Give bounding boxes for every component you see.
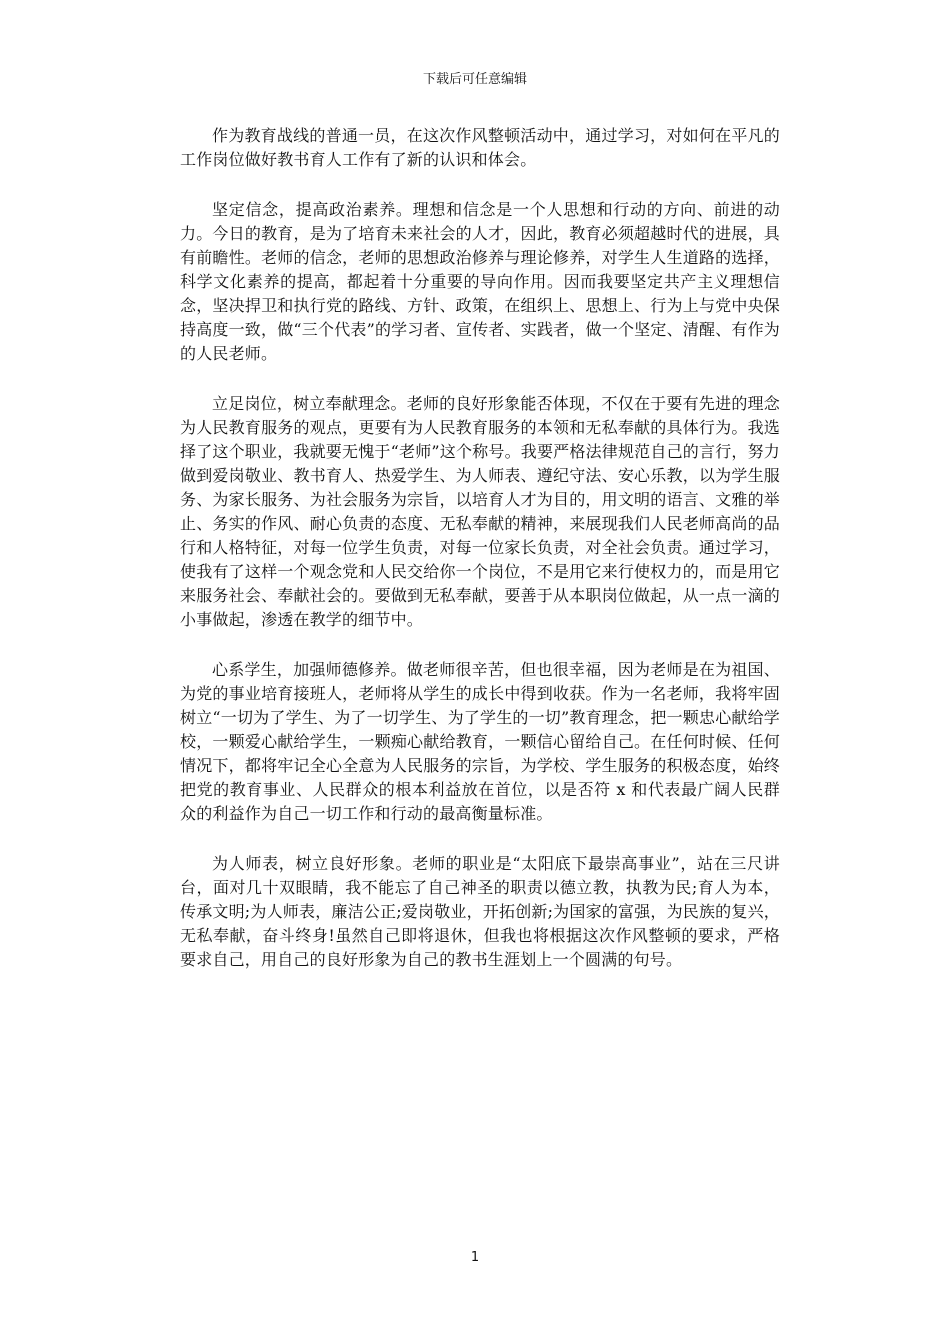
paragraph-dedication: 立足岗位，树立奉献理念。老师的良好形象能否体现，不仅在于要有先进的理念为人民教育服务的观点，更要有为人民教育服务的本领和无私奉献的具体行为。我选择了这个职业，我就要无愧于“老师”这个称号。我要严格法律规范自己的言行，努力做到爱岗敬业、教书育人、热爱学生、为人师表、遵纪守法、安心乐教，以为学生服务、为家长服务、为社会服务为宗旨，以培育人才为目的，用文明的语言、文雅的举止、务实的作风、耐心负责的态度、无私奉献的精神，来展现我们人民老师高尚的品行和人格特征，对每一位学生负责，对每一位家长负责，对全社会负责。通过学习，使我有了这样一个观念党和人民交给你一个岗位，不是用它来行使权力的，而是用它来服务社会、奉献社会的。要做到无私奉献，要善于从本职岗位做起，从一点一滴的小事做起，渗透在教学的细节中。: [180, 394, 780, 629]
paragraph-students: 心系学生，加强师德修养。做老师很辛苦，但也很幸福，因为老师是在为祖国、为党的事业培育接班人，老师将从学生的成长中得到收获。作为一名老师，我将牢固树立“一切为了学生、为了一切学生、为了学生的一切”教育理念，把一颗忠心献给学校，一颗爱心献给学生，一颗痴心献给教育，一颗信心留给自己。在任何时候、任何情况下，都将牢记全心全意为人民服务的宗旨，为学校、学生服务的积极态度，始终把党的教育事业、人民群众的根本利益放在首位，以是否符 x 和代表最广阔人民群众的利益作为自己一切工作和行动的最高衡量标准。: [180, 660, 780, 823]
paragraph-intro: 作为教育战线的普通一员，在这次作风整顿活动中，通过学习，对如何在平凡的工作岗位做好教书育人工作有了新的认识和体会。: [180, 126, 780, 169]
page-number: 1: [470, 1250, 480, 1265]
paragraph-belief: 坚定信念，提高政治素养。理想和信念是一个人思想和行动的方向、前进的动力。今日的教育，是为了培育未来社会的人才，因此，教育必须超越时代的进展，具有前瞻性。老师的信念，老师的思想政治修养与理论修养，对学生人生道路的选择，科学文化素养的提高，都起着十分重要的导向作用。因而我要坚定共产主义理想信念，坚决捍卫和执行党的路线、方针、政策，在组织上、思想上、行为上与党中央保持高度一致，做“三个代表”的学习者、宣传者、实践者，做一个坚定、清醒、有作为的人民老师。: [180, 200, 780, 363]
page-header: 下载后可任意编辑: [422, 72, 527, 87]
document-body: [180, 124, 780, 998]
paragraph-role-model: 为人师表，树立良好形象。老师的职业是“太阳底下最崇高事业”，站在三尺讲台，面对几十双眼睛，我不能忘了自己神圣的职责以德立教，执教为民;育人为本，传承文明;为人师表，廉洁公正;爱岗敬业，开拓创新;为国家的富强，为民族的复兴，无私奉献，奋斗终身!虽然自己即将退休，但我也将根据这次作风整顿的要求，严格要求自己，用自己的良好形象为自己的教书生涯划上一个圆满的句号。: [180, 854, 780, 969]
